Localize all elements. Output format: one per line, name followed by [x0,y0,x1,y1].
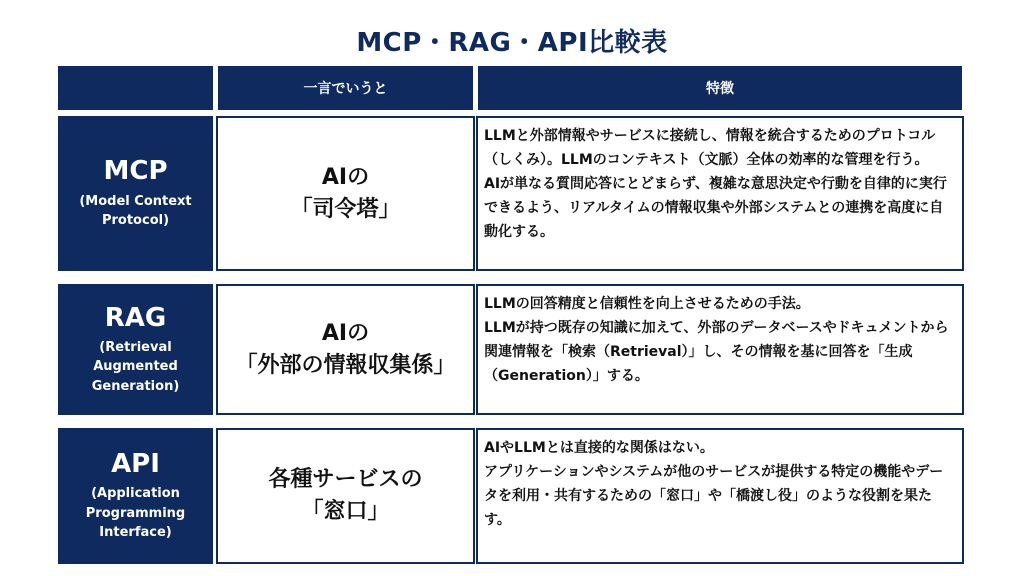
features-paragraph-1: LLMの回答精度と信頼性を向上させるための手法。 [484,296,810,312]
row-summary-rag [216,284,475,415]
summary-line1: 各種サービスの [268,467,423,493]
row-features-api [476,428,964,564]
row-label-api [58,428,213,564]
summary-line2: 「窓口」 [301,499,390,524]
row-full-name: (Application Programming Interface) [85,486,186,541]
summary-line1: AIの [321,164,370,190]
features-paragraph-1: AIやLLMとは直接的な関係はない。 [484,440,714,456]
summary-line2: 「司令塔」 [290,196,401,222]
header-features: 特徴 [478,66,962,110]
row-name: RAG [104,302,167,333]
header-summary: 一言でいうと [218,66,473,110]
row-features-rag [476,284,964,415]
features-paragraph-2: アプリケーションやシステムが他のサービスが提供する特定の機能やデータを利用・共有するための「窓口」や「橋渡し役」のような役割を果たす。 [484,464,944,528]
row-name: MCP [103,156,168,187]
row-features-mcp [476,116,964,271]
features-paragraph-2: AIが単なる質問応答にとどまらず、複雑な意思決定や行動を自律的に実行できるよう、リアルタイムの情報収集や外部システムとの連携を高度に自動化する。 [484,176,947,240]
features-paragraph-1: LLMと外部情報やサービスに接続し、情報を統合するためのプロトコル（しくみ）。LLMのコンテキスト（文脈）全体の効率的な管理を行う。 [484,128,936,168]
row-full-name: (Model Context Protocol) [79,193,192,229]
row-label-rag [58,284,213,415]
summary-line2: 「外部の情報収集係」 [235,352,456,378]
row-name: API [111,449,160,480]
row-summary-api [216,428,475,564]
header-corner [58,66,213,110]
row-label-mcp [58,116,213,271]
row-full-name: (Retrieval Augmented Generation) [91,339,180,394]
features-paragraph-2: LLMが持つ既存の知識に加えて、外部のデータベースやドキュメントから関連情報を「検索（Retrieval）」し、その情報を基に回答を「生成（Generation）」する。 [484,320,949,384]
row-summary-mcp [216,116,475,271]
summary-line1: AIの [321,320,370,346]
page-title: MCP・RAG・API比較表 [356,28,668,58]
